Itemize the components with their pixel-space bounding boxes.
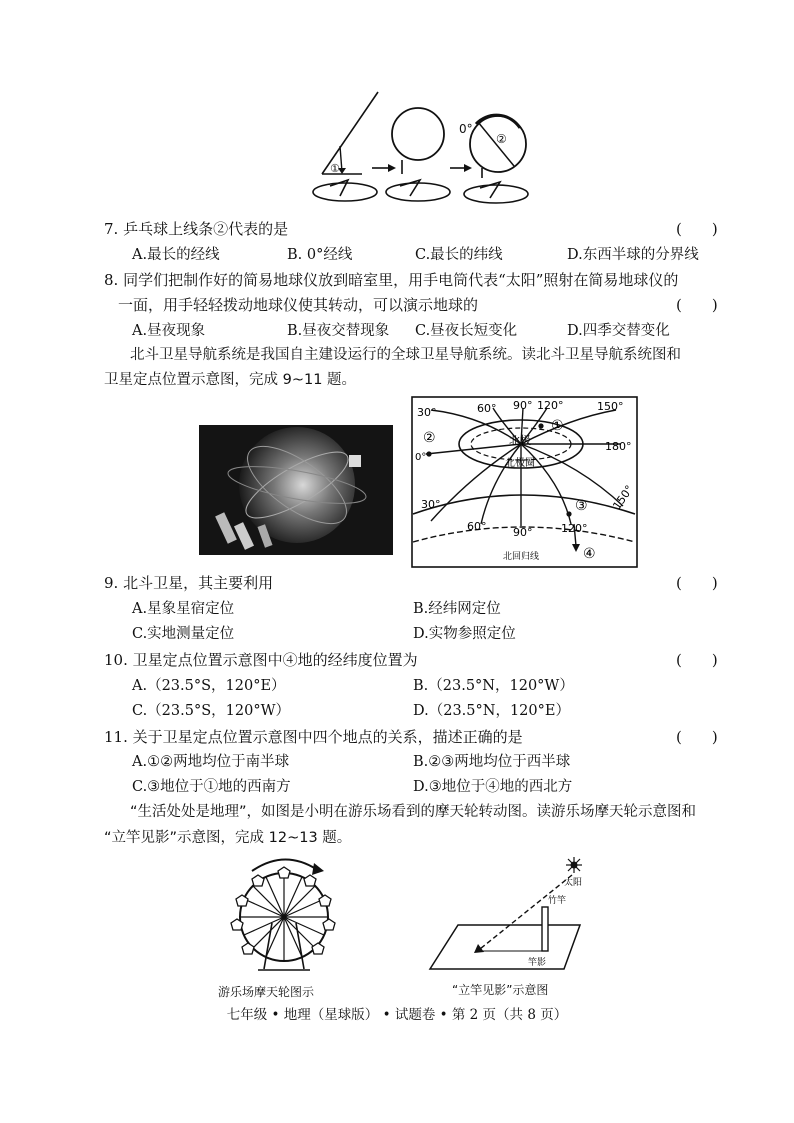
point-3-label: ③ xyxy=(575,498,588,514)
q9-option-a: A.星象星宿定位 xyxy=(132,601,235,617)
q11-option-a: A.①②两地均位于南半球 xyxy=(132,754,290,770)
lon-90-bottom: 90° xyxy=(513,526,533,539)
tropic-cancer-label: 北回归线 xyxy=(503,552,540,562)
lon-120-bottom: 120° xyxy=(561,522,588,535)
q7-option-c: C.最长的纬线 xyxy=(415,247,503,263)
intro-9-11-line1: 北斗卫星导航系统是我国自主建设运行的全球卫星导航系统。读北斗卫星导航系统图和 xyxy=(130,347,681,363)
q11-stem: 11. 关于卫星定点位置示意图中四个地点的关系，描述正确的是 xyxy=(104,728,523,746)
q9-answer-paren[interactable]: ( ) xyxy=(676,574,718,592)
ferris-wheel-figure xyxy=(228,853,340,975)
q10-option-a: A.（23.5°S，120°E） xyxy=(132,678,286,694)
satellite-position-map xyxy=(411,396,638,568)
lon-90-top: 90° xyxy=(513,399,533,412)
q9-option-c: C.实地测量定位 xyxy=(132,626,235,642)
q10-option-c: C.（23.5°S，120°W） xyxy=(132,703,290,719)
q11-option-d: D.③地位于④地的西北方 xyxy=(413,779,573,795)
intro-12-13-line1: “生活处处是地理”，如图是小明在游乐场看到的摩天轮转动图。读游乐场摩天轮示意图和 xyxy=(130,804,697,820)
label-circle-2: ② xyxy=(496,132,507,146)
q9-stem: 9. 北斗卫星，其主要利用 xyxy=(104,574,274,592)
q8-answer-paren[interactable]: ( ) xyxy=(676,296,718,314)
q8-stem-line1: 8. 同学们把制作好的简易地球仪放到暗室里，用手电筒代表“太阳”照射在简易地球仪的 xyxy=(104,271,679,289)
q8-option-d: D.四季交替变化 xyxy=(567,323,670,339)
q11-option-c: C.③地位于①地的西南方 xyxy=(132,779,291,795)
pole-label: 竹竿 xyxy=(548,896,567,906)
q9-option-b: B.经纬网定位 xyxy=(413,601,501,617)
shadow-label: 竿影 xyxy=(528,958,547,968)
q8-option-b: B.昼夜交替现象 xyxy=(287,323,390,339)
pole-shadow-caption: “立竿见影”示意图 xyxy=(452,983,549,997)
lon-30-left: 30° xyxy=(417,406,437,419)
beidou-satellite-photo xyxy=(199,425,393,555)
lon-30-bottom: 30° xyxy=(421,498,441,511)
q8-option-c: C.昼夜长短变化 xyxy=(415,323,518,339)
lon-120-top: 120° xyxy=(537,399,564,412)
q9-option-d: D.实物参照定位 xyxy=(413,626,516,642)
lon-0: 0° xyxy=(415,452,427,463)
point-1-label: ① xyxy=(551,418,564,434)
q8-option-a: A.昼夜现象 xyxy=(132,323,206,339)
q10-option-b: B.（23.5°N，120°W） xyxy=(413,678,574,694)
point-4-label: ④ xyxy=(583,546,596,562)
q11-option-b: B.②③两地均位于西半球 xyxy=(413,754,571,770)
q7-option-a: A.最长的经线 xyxy=(132,247,220,263)
q11-answer-paren[interactable]: ( ) xyxy=(676,728,718,746)
q7-option-d: D.东西半球的分界线 xyxy=(567,247,699,263)
lon-150-top: 150° xyxy=(597,400,624,413)
label-0-degree: 0° xyxy=(459,122,473,136)
label-circle-1: ① xyxy=(330,162,340,175)
page-footer: 七年级 • 地理（星球版） • 试题卷 • 第 2 页（共 8 页） xyxy=(226,1007,568,1023)
q7-stem: 7. 乒乓球上线条②代表的是 xyxy=(104,220,289,238)
lon-60-top: 60° xyxy=(477,402,497,415)
lon-60-bottom: 60° xyxy=(467,520,487,533)
pole-shadow-figure xyxy=(424,853,588,975)
globe-making-figure xyxy=(300,86,530,216)
lon-150-right: 150° xyxy=(610,482,637,513)
q10-answer-paren[interactable]: ( ) xyxy=(676,651,718,669)
q7-option-b: B. 0°经线 xyxy=(287,247,353,263)
point-2-label: ② xyxy=(423,430,436,446)
intro-12-13-line2: “立竿见影”示意图，完成 12~13 题。 xyxy=(104,830,352,846)
q10-option-d: D.（23.5°N，120°E） xyxy=(413,703,570,719)
arctic-circle-label: 北极圈 xyxy=(505,458,535,469)
q7-answer-paren[interactable]: ( ) xyxy=(676,220,718,238)
intro-9-11-line2: 卫星定点位置示意图，完成 9~11 题。 xyxy=(104,372,357,388)
north-pole-label: 北极 xyxy=(509,434,531,447)
ferris-wheel-caption: 游乐场摩天轮图示 xyxy=(218,985,315,999)
q10-stem: 10. 卫星定点位置示意图中④地的经纬度位置为 xyxy=(104,651,418,669)
q8-stem-line2: 一面，用手轻轻拨动地球仪使其转动，可以演示地球的 xyxy=(118,296,479,314)
lon-180: 180° xyxy=(605,440,632,453)
sun-label: 太阳 xyxy=(564,878,583,888)
